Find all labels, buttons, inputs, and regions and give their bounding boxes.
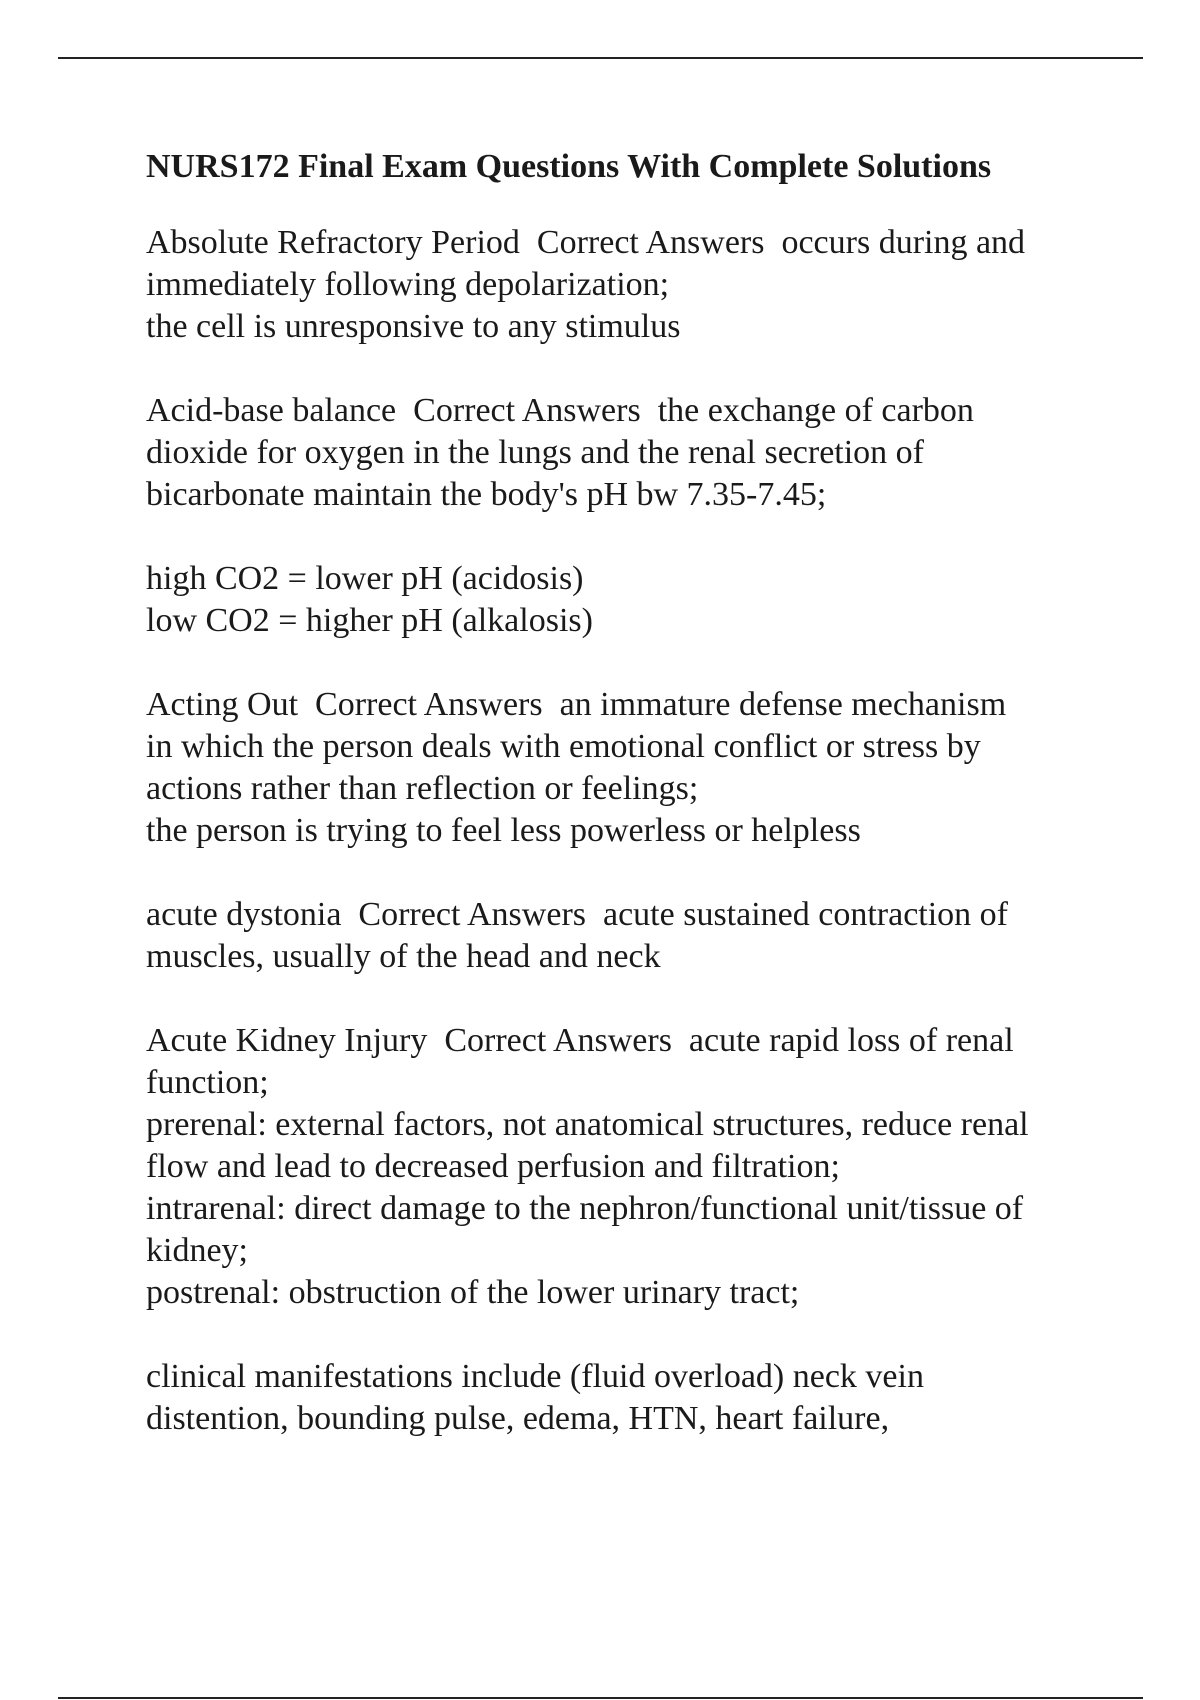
entry-line: acute dystonia Correct Answers acute sustained contraction of: [146, 896, 1009, 933]
entry-line: high CO2 = lower pH (acidosis): [146, 560, 584, 597]
entry-acute-dystonia: [146, 894, 1091, 978]
entry-line: postrenal: obstruction of the lower urinary tract;: [146, 1274, 800, 1311]
entry-line: muscles, usually of the head and neck: [146, 938, 661, 975]
entry-line: prerenal: external factors, not anatomical structures, reduce renal: [146, 1106, 1029, 1143]
entry-line: in which the person deals with emotional conflict or stress by: [146, 728, 981, 765]
entry-line: flow and lead to decreased perfusion and filtration;: [146, 1148, 840, 1185]
document-body: [146, 142, 1091, 1482]
entry-clinical-manifestations: [146, 1356, 1091, 1440]
header-rule: [58, 57, 1143, 59]
entry-absolute-refractory-period: [146, 222, 1091, 348]
entry-line: Acid-base balance Correct Answers the exchange of carbon: [146, 392, 974, 429]
entry-line: Absolute Refractory Period Correct Answers occurs during and: [146, 224, 1026, 261]
entry-line: distention, bounding pulse, edema, HTN, heart failure,: [146, 1400, 890, 1437]
entry-line: function;: [146, 1064, 269, 1101]
entry-line: actions rather than reflection or feelings;: [146, 770, 699, 807]
entry-line: intrarenal: direct damage to the nephron/functional unit/tissue of: [146, 1190, 1024, 1227]
entry-line: Acting Out Correct Answers an immature defense mechanism: [146, 686, 1007, 723]
document-title: NURS172 Final Exam Questions With Complete Solutions: [146, 148, 992, 185]
entry-acting-out: [146, 684, 1091, 852]
entry-acid-base-balance: [146, 390, 1091, 516]
footer-rule: [58, 1697, 1143, 1699]
entry-line: the cell is unresponsive to any stimulus: [146, 308, 681, 345]
entry-line: bicarbonate maintain the body's pH bw 7.35-7.45;: [146, 476, 827, 513]
entry-line: Acute Kidney Injury Correct Answers acute rapid loss of renal: [146, 1022, 1014, 1059]
entry-line: dioxide for oxygen in the lungs and the renal secretion of: [146, 434, 924, 471]
entry-line: immediately following depolarization;: [146, 266, 670, 303]
entry-line: clinical manifestations include (fluid overload) neck vein: [146, 1358, 924, 1395]
entry-line: the person is trying to feel less powerless or helpless: [146, 812, 861, 849]
entry-line: kidney;: [146, 1232, 248, 1269]
entry-co2-ph-notes: [146, 558, 1091, 642]
entry-acute-kidney-injury: [146, 1020, 1091, 1314]
entry-line: low CO2 = higher pH (alkalosis): [146, 602, 593, 639]
